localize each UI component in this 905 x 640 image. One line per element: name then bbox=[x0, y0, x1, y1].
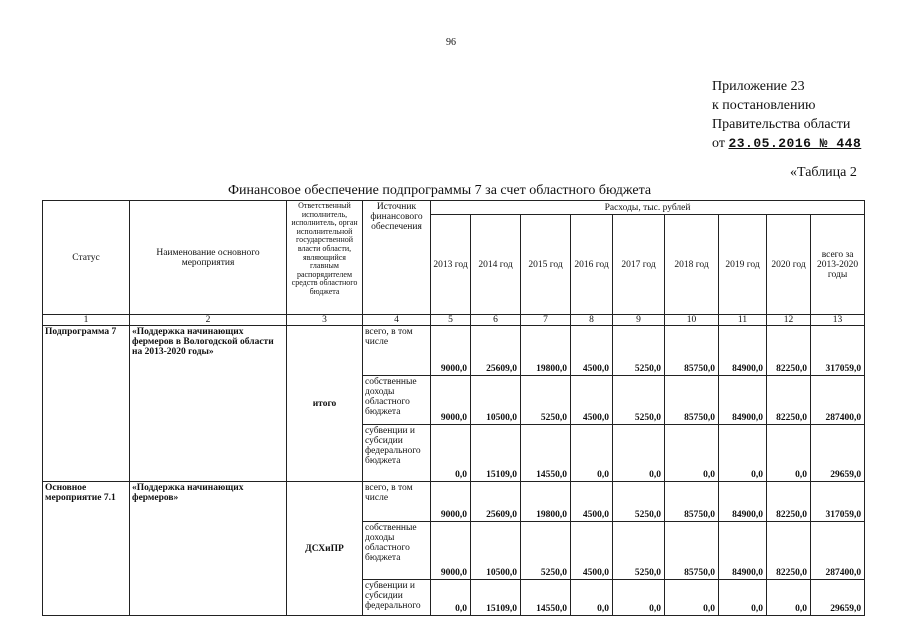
table-row bbox=[43, 326, 865, 376]
column-number: 9 bbox=[613, 315, 665, 326]
source-cell: субвенции и субсидии федерального bbox=[363, 580, 431, 616]
value-cell: 10500,0 bbox=[471, 376, 521, 425]
value-cell: 82250,0 bbox=[767, 326, 811, 376]
financing-table bbox=[42, 200, 865, 616]
header-status: Статус bbox=[43, 201, 130, 315]
value-cell: 82250,0 bbox=[767, 482, 811, 522]
value-cell: 9000,0 bbox=[431, 326, 471, 376]
value-cell: 25609,0 bbox=[471, 482, 521, 522]
value-cell: 14550,0 bbox=[521, 425, 571, 482]
appendix-block bbox=[712, 77, 861, 153]
value-cell: 29659,0 bbox=[811, 425, 865, 482]
event-name-cell: «Поддержка начинающих фермеров» bbox=[130, 482, 287, 616]
value-cell: 15109,0 bbox=[471, 425, 521, 482]
value-cell: 4500,0 bbox=[571, 482, 613, 522]
column-number: 10 bbox=[665, 315, 719, 326]
column-number: 1 bbox=[43, 315, 130, 326]
value-cell: 0,0 bbox=[767, 425, 811, 482]
executor-cell: ДСХиПР bbox=[287, 482, 363, 616]
appendix-date-line bbox=[712, 134, 861, 153]
value-cell: 85750,0 bbox=[665, 376, 719, 425]
column-number: 5 bbox=[431, 315, 471, 326]
value-cell: 317059,0 bbox=[811, 482, 865, 522]
value-cell: 0,0 bbox=[719, 580, 767, 616]
header-year: всего за 2013-2020 годы bbox=[811, 215, 865, 315]
value-cell: 5250,0 bbox=[521, 376, 571, 425]
appendix-line: к постановлению bbox=[712, 98, 816, 113]
value-cell: 0,0 bbox=[431, 425, 471, 482]
value-cell: 10500,0 bbox=[471, 522, 521, 580]
value-cell: 25609,0 bbox=[471, 326, 521, 376]
value-cell: 0,0 bbox=[571, 425, 613, 482]
header-year: 2015 год bbox=[521, 215, 571, 315]
value-cell: 85750,0 bbox=[665, 482, 719, 522]
source-cell: собственные доходы областного бюджета bbox=[363, 522, 431, 580]
source-cell: всего, в том числе bbox=[363, 482, 431, 522]
value-cell: 4500,0 bbox=[571, 326, 613, 376]
status-cell: Подпрограмма 7 bbox=[43, 326, 130, 482]
header-year: 2020 год bbox=[767, 215, 811, 315]
value-cell: 0,0 bbox=[571, 580, 613, 616]
value-cell: 29659,0 bbox=[811, 580, 865, 616]
date-value: 23.05.2016 № 448 bbox=[728, 136, 862, 151]
header-executor: Ответственный исполнитель, исполнитель, орган исполнительной государственной власти области, являющийся главным распорядителем средств областного бюджета bbox=[287, 201, 363, 315]
value-cell: 84900,0 bbox=[719, 482, 767, 522]
value-cell: 84900,0 bbox=[719, 326, 767, 376]
value-cell: 0,0 bbox=[767, 580, 811, 616]
value-cell: 4500,0 bbox=[571, 522, 613, 580]
value-cell: 14550,0 bbox=[521, 580, 571, 616]
value-cell: 5250,0 bbox=[613, 376, 665, 425]
value-cell: 85750,0 bbox=[665, 326, 719, 376]
header-year: 2017 год bbox=[613, 215, 665, 315]
header-year: 2014 год bbox=[471, 215, 521, 315]
column-number: 11 bbox=[719, 315, 767, 326]
value-cell: 5250,0 bbox=[613, 522, 665, 580]
value-cell: 9000,0 bbox=[431, 522, 471, 580]
column-number: 13 bbox=[811, 315, 865, 326]
value-cell: 19800,0 bbox=[521, 482, 571, 522]
date-prefix: от bbox=[712, 136, 725, 151]
executor-cell: итого bbox=[287, 326, 363, 482]
header-year: 2018 год bbox=[665, 215, 719, 315]
header-name: Наименование основного мероприятия bbox=[130, 201, 287, 315]
value-cell: 0,0 bbox=[613, 425, 665, 482]
header-year: 2013 год bbox=[431, 215, 471, 315]
column-number: 3 bbox=[287, 315, 363, 326]
value-cell: 0,0 bbox=[665, 425, 719, 482]
value-cell: 5250,0 bbox=[521, 522, 571, 580]
header-expenses: Расходы, тыс. рублей bbox=[431, 201, 865, 215]
source-cell: собственные доходы областного бюджета bbox=[363, 376, 431, 425]
column-number: 2 bbox=[130, 315, 287, 326]
value-cell: 0,0 bbox=[431, 580, 471, 616]
value-cell: 0,0 bbox=[719, 425, 767, 482]
value-cell: 15109,0 bbox=[471, 580, 521, 616]
column-number: 8 bbox=[571, 315, 613, 326]
value-cell: 5250,0 bbox=[613, 326, 665, 376]
header-year: 2016 год bbox=[571, 215, 613, 315]
column-number: 4 bbox=[363, 315, 431, 326]
value-cell: 5250,0 bbox=[613, 482, 665, 522]
value-cell: 287400,0 bbox=[811, 376, 865, 425]
value-cell: 82250,0 bbox=[767, 522, 811, 580]
value-cell: 0,0 bbox=[613, 580, 665, 616]
column-number: 12 bbox=[767, 315, 811, 326]
value-cell: 84900,0 bbox=[719, 376, 767, 425]
value-cell: 84900,0 bbox=[719, 522, 767, 580]
column-number: 7 bbox=[521, 315, 571, 326]
header-year: 2019 год bbox=[719, 215, 767, 315]
appendix-line: Правительства области bbox=[712, 117, 851, 132]
value-cell: 317059,0 bbox=[811, 326, 865, 376]
appendix-line: Приложение 23 bbox=[712, 79, 805, 94]
source-cell: всего, в том числе bbox=[363, 326, 431, 376]
value-cell: 9000,0 bbox=[431, 482, 471, 522]
event-name-cell: «Поддержка начинающих фермеров в Вологодской области на 2013-2020 годы» bbox=[130, 326, 287, 482]
header-source: Источник финансового обеспечения bbox=[363, 201, 431, 315]
source-cell: субвенции и субсидии федерального бюджета bbox=[363, 425, 431, 482]
value-cell: 19800,0 bbox=[521, 326, 571, 376]
value-cell: 287400,0 bbox=[811, 522, 865, 580]
table-row bbox=[43, 482, 865, 522]
table-title: Финансовое обеспечение подпрограммы 7 за счет областного бюджета bbox=[228, 183, 652, 198]
table-note: «Таблица 2 bbox=[790, 165, 857, 180]
value-cell: 85750,0 bbox=[665, 522, 719, 580]
status-cell: Основное мероприятие 7.1 bbox=[43, 482, 130, 616]
page-number: 96 bbox=[446, 37, 456, 48]
value-cell: 82250,0 bbox=[767, 376, 811, 425]
value-cell: 0,0 bbox=[665, 580, 719, 616]
column-number: 6 bbox=[471, 315, 521, 326]
value-cell: 9000,0 bbox=[431, 376, 471, 425]
value-cell: 4500,0 bbox=[571, 376, 613, 425]
